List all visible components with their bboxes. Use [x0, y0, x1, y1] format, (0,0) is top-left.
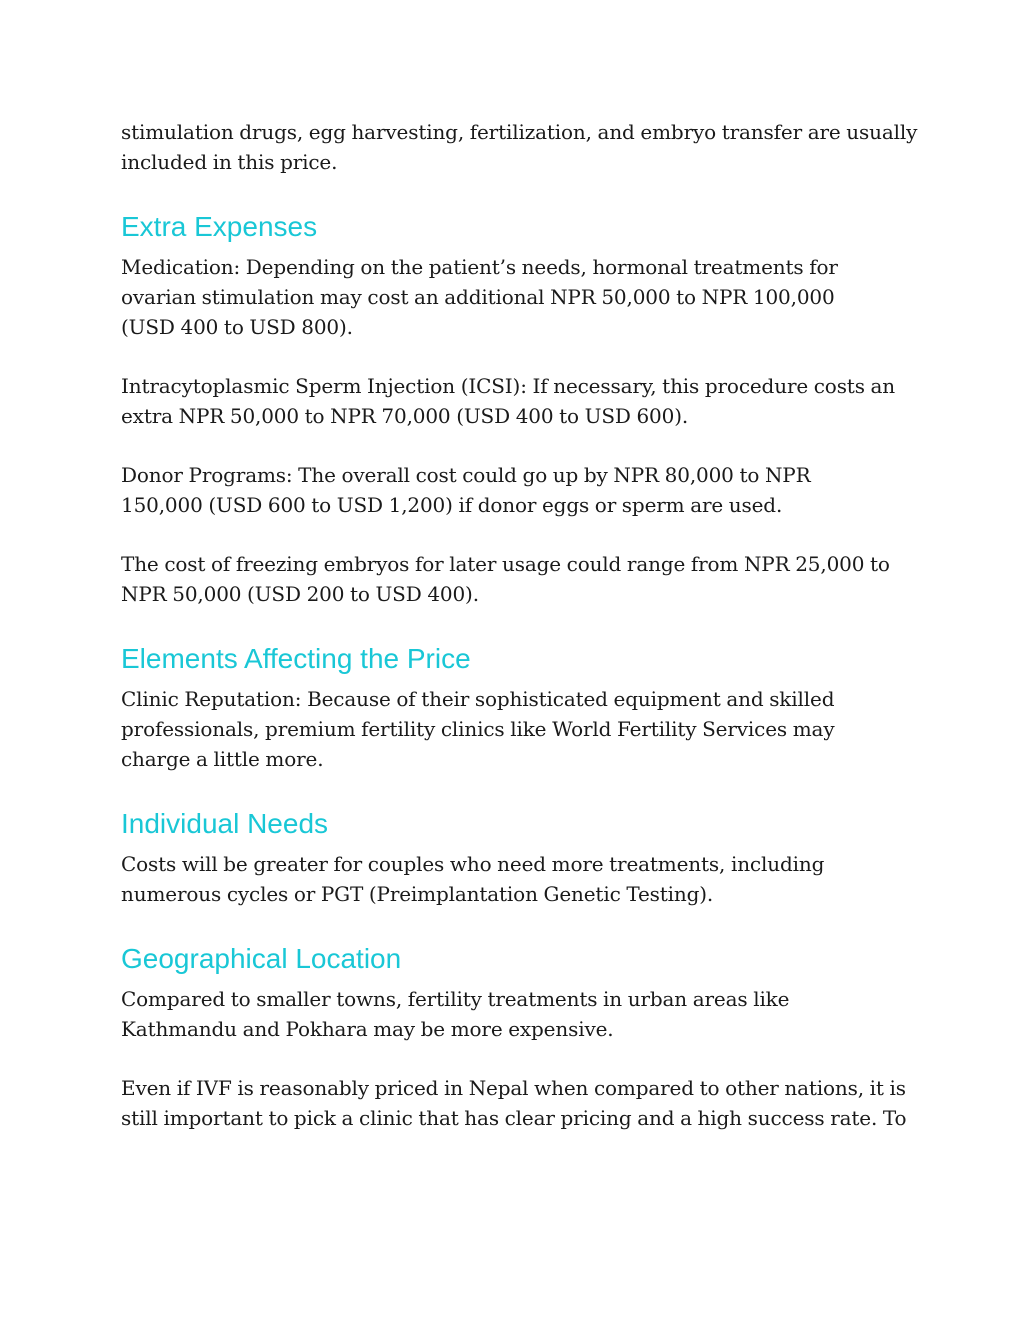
intro-paragraph: stimulation drugs, egg harvesting, fertilization, and embryo transfer are usually included in this price. [121, 120, 918, 174]
paragraph-conclusion: Even if IVF is reasonably priced in Nepal when compared to other nations, it is still important to pick a clinic that has clear pricing and a high success rate. To [121, 1076, 907, 1130]
section-heading: Individual Needs [121, 808, 329, 839]
section-extra-expenses [121, 210, 921, 609]
paragraph-clinic-reputation: Clinic Reputation: Because of their sophisticated equipment and skilled professionals, premium fertility clinics like World Fertility Services may charge a little more. [121, 687, 835, 771]
paragraph-embryo-freezing: The cost of freezing embryos for later usage could range from NPR 25,000 to NPR 50,000 (USD 200 to USD 400). [121, 552, 890, 606]
paragraph-medication: Medication: Depending on the patient’s needs, hormonal treatments for ovarian stimulation may cost an additional NPR 50,000 to NPR 100,000 (USD 400 to USD 800). [121, 255, 838, 339]
section-individual-needs [121, 807, 921, 909]
section-heading: Geographical Location [121, 943, 402, 974]
section-heading: Elements Affecting the Price [121, 643, 471, 674]
section-heading: Extra Expenses [121, 211, 318, 242]
paragraph-urban-areas: Compared to smaller towns, fertility treatments in urban areas like Kathmandu and Pokhara may be more expensive. [121, 987, 790, 1041]
section-geographical-location [121, 942, 921, 1133]
document-page [121, 117, 921, 1133]
paragraph-individual-needs: Costs will be greater for couples who need more treatments, including numerous cycles or PGT (Preimplantation Genetic Testing). [121, 852, 825, 906]
section-elements-affecting-price [121, 642, 921, 774]
paragraph-icsi: Intracytoplasmic Sperm Injection (ICSI): If necessary, this procedure costs an extra NPR 50,000 to NPR 70,000 (USD 400 to USD 600). [121, 374, 896, 428]
paragraph-donor-programs: Donor Programs: The overall cost could go up by NPR 80,000 to NPR 150,000 (USD 600 to USD 1,200) if donor eggs or sperm are used. [121, 463, 811, 517]
